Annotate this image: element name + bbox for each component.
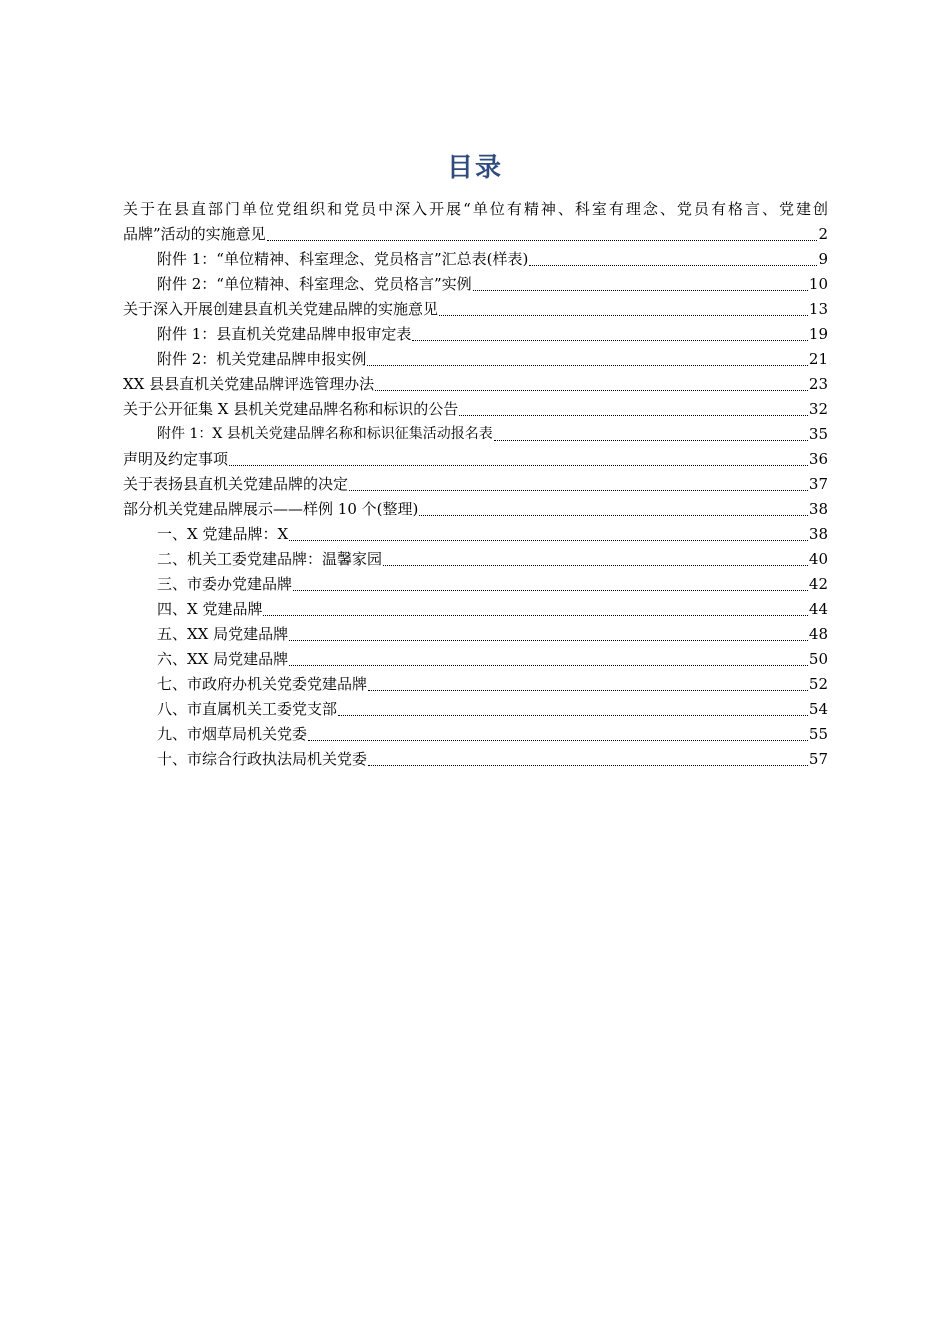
toc-entry[interactable] — [123, 697, 828, 722]
toc-entry-page-number: 10 — [808, 275, 828, 293]
toc-entry[interactable] — [123, 647, 828, 672]
toc-entry-title: 八、市直属机关工委党支部 — [157, 697, 337, 722]
dot-leader — [338, 715, 808, 716]
dot-leader — [419, 515, 808, 516]
toc-entry-title: 二、机关工委党建品牌：温馨家园 — [157, 547, 382, 572]
toc-entry[interactable] — [123, 472, 828, 497]
dot-leader — [349, 490, 808, 491]
dot-leader — [229, 465, 808, 466]
toc-entry[interactable] — [123, 272, 828, 297]
toc-entry-page-number: 21 — [808, 350, 828, 368]
toc-entry[interactable] — [123, 372, 828, 397]
toc-entry-title: 关于深入开展创建县直机关党建品牌的实施意见 — [123, 297, 438, 322]
toc-entry[interactable] — [123, 447, 828, 472]
toc-entry-title: 九、市烟草局机关党委 — [157, 722, 307, 747]
dot-leader — [383, 565, 808, 566]
table-of-contents — [123, 197, 828, 772]
toc-entry[interactable] — [123, 722, 828, 747]
toc-entry-page-number: 19 — [808, 325, 828, 343]
dot-leader — [263, 615, 807, 616]
toc-entry-page-number: 54 — [808, 700, 828, 718]
dot-leader — [529, 265, 817, 266]
toc-entry-page-number: 57 — [808, 750, 828, 768]
toc-entry-page-number: 55 — [808, 725, 828, 743]
dot-leader — [289, 665, 808, 666]
toc-entry-title: 关于表扬县直机关党建品牌的决定 — [123, 472, 348, 497]
toc-entry-title: 七、市政府办机关党委党建品牌 — [157, 672, 367, 697]
toc-entry-title: 附件 2：机关党建品牌申报实例 — [157, 347, 366, 372]
toc-entry[interactable] — [123, 522, 828, 547]
toc-entry-page-number: 50 — [808, 650, 828, 668]
dot-leader — [459, 415, 808, 416]
toc-entry-page-number: 42 — [808, 575, 828, 593]
toc-entry-title: 附件 1：县直机关党建品牌申报审定表 — [157, 322, 411, 347]
toc-entry[interactable] — [123, 297, 828, 322]
dot-leader — [494, 440, 808, 441]
toc-title: 目录 — [446, 153, 503, 183]
toc-entry-title: 附件 2：“单位精神、科室理念、党员格言”实例 — [157, 272, 472, 297]
toc-entry-title: 品牌”活动的实施意见 — [123, 222, 266, 247]
toc-entry-page-number: 38 — [808, 525, 828, 543]
toc-entry-title: 一、X 党建品牌：X — [157, 522, 288, 547]
toc-entry-page-number: 23 — [808, 375, 828, 393]
toc-entry-page-number: 48 — [808, 625, 828, 643]
toc-entry-page-number: 36 — [808, 450, 828, 468]
toc-entry[interactable] — [123, 422, 828, 447]
toc-entry[interactable] — [123, 222, 828, 247]
toc-entry-title: 部分机关党建品牌展示——样例 10 个(整理) — [123, 497, 418, 522]
toc-entry-page-number: 38 — [808, 500, 828, 518]
toc-entry-title: 声明及约定事项 — [123, 447, 228, 472]
toc-entry-page-number: 2 — [818, 225, 828, 243]
toc-entry-title: 十、市综合行政执法局机关党委 — [157, 747, 367, 772]
toc-entry-title: 关于公开征集 X 县机关党建品牌名称和标识的公告 — [123, 397, 458, 422]
toc-entry[interactable] — [123, 747, 828, 772]
toc-entry[interactable] — [123, 547, 828, 572]
toc-entry-title: 附件 1：X 县机关党建品牌名称和标识征集活动报名表 — [157, 422, 493, 447]
toc-entry-page-number: 35 — [808, 425, 828, 443]
toc-entry[interactable] — [123, 397, 828, 422]
toc-entry[interactable] — [123, 572, 828, 597]
dot-leader — [439, 315, 808, 316]
dot-leader — [412, 340, 808, 341]
dot-leader — [367, 365, 808, 366]
toc-entry-title: 五、XX 局党建品牌 — [157, 622, 288, 647]
toc-entry-title: 六、XX 局党建品牌 — [157, 647, 288, 672]
toc-entry[interactable] — [123, 497, 828, 522]
toc-entry-page-number: 37 — [808, 475, 828, 493]
toc-entry[interactable] — [123, 347, 828, 372]
dot-leader — [368, 765, 808, 766]
toc-entry[interactable] — [123, 247, 828, 272]
toc-entry[interactable] — [123, 622, 828, 647]
toc-entry-page-number: 9 — [818, 250, 828, 268]
toc-entry[interactable] — [123, 322, 828, 347]
dot-leader — [289, 640, 808, 641]
toc-entry-title: XX 县县直机关党建品牌评选管理办法 — [123, 372, 374, 397]
dot-leader — [375, 390, 808, 391]
dot-leader — [293, 590, 808, 591]
dot-leader — [473, 290, 808, 291]
toc-entry[interactable] — [123, 672, 828, 697]
toc-entry-title: 三、市委办党建品牌 — [157, 572, 292, 597]
toc-entry-page-number: 40 — [808, 550, 828, 568]
toc-entry-title: 附件 1：“单位精神、科室理念、党员格言”汇总表(样表) — [157, 247, 528, 272]
toc-entry-page-number: 44 — [808, 600, 828, 618]
toc-entry-page-number: 52 — [808, 675, 828, 693]
toc-entry[interactable] — [123, 597, 828, 622]
toc-entry-title: 四、X 党建品牌 — [157, 597, 262, 622]
toc-entry-page-number: 32 — [808, 400, 828, 418]
toc-entry-page-number: 13 — [808, 300, 828, 318]
dot-leader — [289, 540, 808, 541]
dot-leader — [267, 240, 818, 241]
dot-leader — [308, 740, 808, 741]
toc-entry-line[interactable]: 关于在县直部门单位党组织和党员中深入开展“单位有精神、科室有理念、党员有格言、党建创 — [123, 200, 828, 218]
dot-leader — [368, 690, 808, 691]
